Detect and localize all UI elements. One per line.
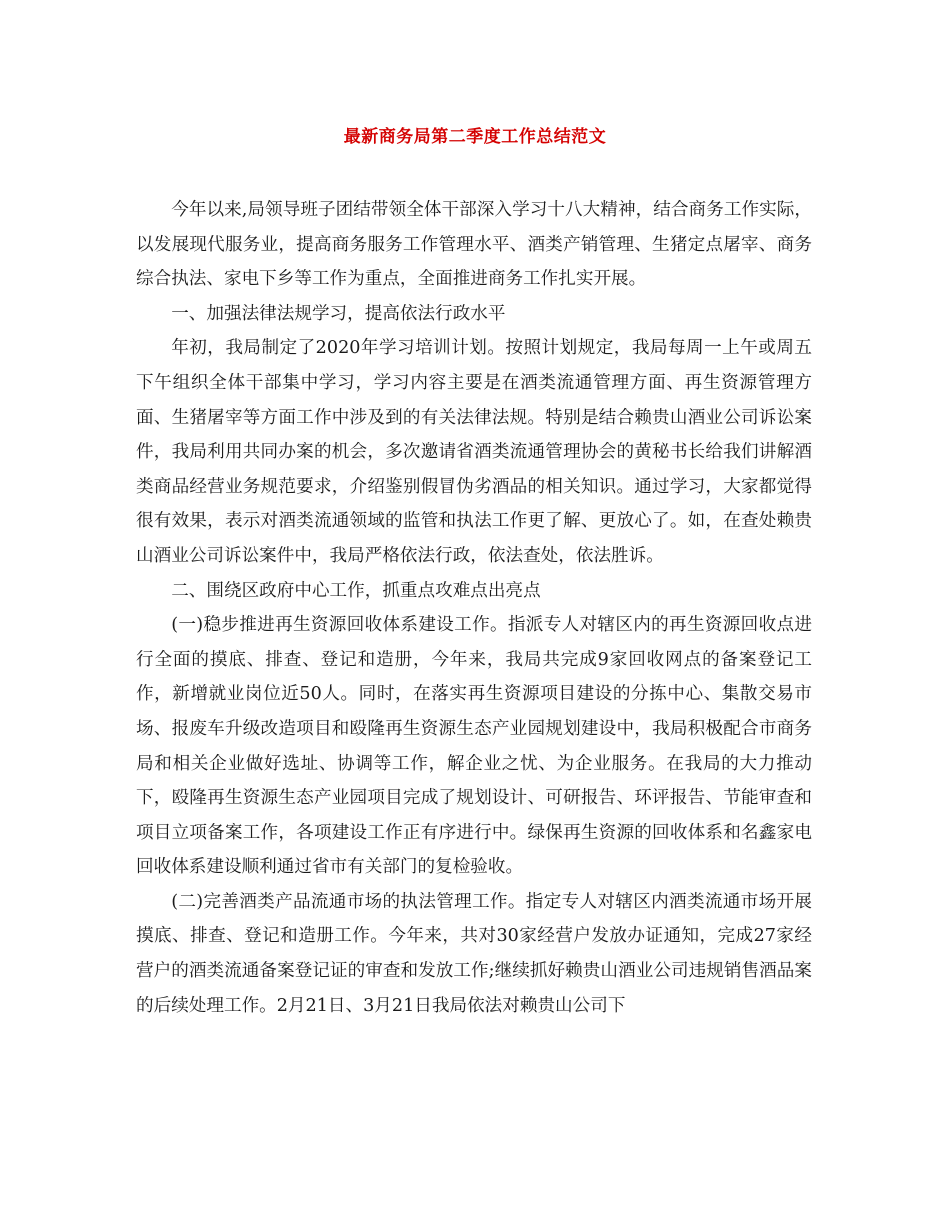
document-body xyxy=(136,193,812,1023)
paragraph-study-plan: 年初，我局制定了2020年学习培训计划。按照计划规定，我局每周一上午或周五下午组织全体干部集中学习，学习内容主要是在酒类流通管理方面、再生资源管理方面、生猪屠宰等方面工作中涉及到的有关法律法规。特别是结合赖贵山酒业公司诉讼案件，我局利用共同办案的机会，多次邀请省酒类流通管理协会的黄秘书长给我们讲解酒类商品经营业务规范要求，介绍鉴别假冒伪劣酒品的相关知识。通过学习，大家都觉得很有效果，表示对酒类流通领域的监管和执法工作更了解、更放心了。如，在查处赖贵山酒业公司诉讼案件中，我局严格依法行政，依法查处，依法胜诉。 xyxy=(136,338,812,566)
paragraph-intro: 今年以来,局领导班子团结带领全体干部深入学习十八大精神，结合商务工作实际，以发展现代服务业，提高商务服务工作管理水平、酒类产销管理、生猪定点屠宰、商务综合执法、家电下乡等工作为重点，全面推进商务工作扎实开展。 xyxy=(136,200,812,290)
section-heading-1: 一、加强法律法规学习，提高依法行政水平 xyxy=(171,303,506,324)
document-title: 最新商务局第二季度工作总结范文 xyxy=(343,127,607,147)
section-heading-2: 二、围绕区政府中心工作，抓重点攻难点出亮点 xyxy=(171,580,541,601)
paragraph-recycling: (一)稳步推进再生资源回收体系建设工作。指派专人对辖区内的再生资源回收点进行全面的摸底、排查、登记和造册，今年来，我局共完成9家回收网点的备案登记工作，新增就业岗位近50人。同时，在落实再生资源项目建设的分拣中心、集散交易市场、报废车升级改造项目和殴隆再生资源生态产业园规划建设中，我局积极配合市商务局和相关企业做好选址、协调等工作，解企业之忧、为企业服务。在我局的大力推动下，殴隆再生资源生态产业园项目完成了规划设计、可研报告、环评报告、节能审查和项目立项备案工作，各项建设工作正有序进行中。绿保再生资源的回收体系和名鑫家电回收体系建设顺利通过省市有关部门的复检验收。 xyxy=(136,615,812,878)
paragraph-liquor-market: (二)完善酒类产品流通市场的执法管理工作。指定专人对辖区内酒类流通市场开展摸底、排查、登记和造册工作。今年来，共对30家经营户发放办证通知，完成27家经营户的酒类流通备案登记证的审查和发放工作;继续抓好赖贵山酒业公司违规销售酒品案的后续处理工作。2月21日、3月21日我局依法对赖贵山公司下 xyxy=(136,891,812,1016)
